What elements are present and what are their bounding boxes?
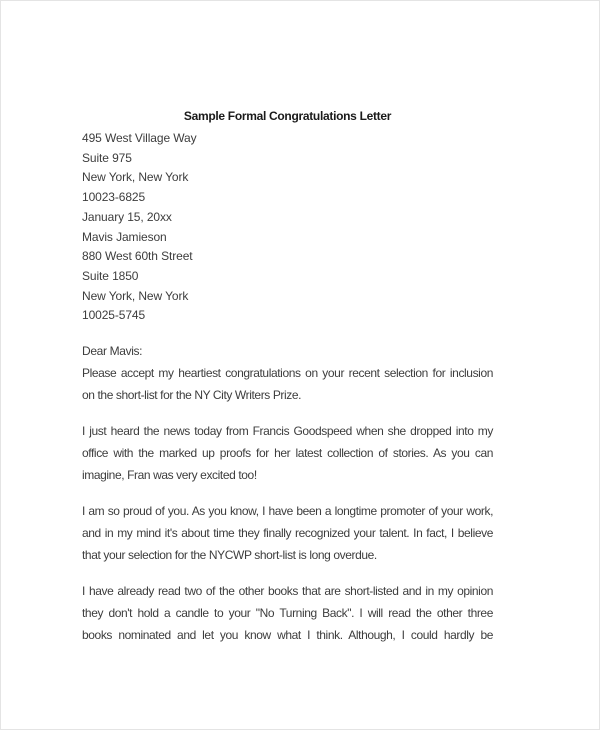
letter-content <box>82 106 493 660</box>
body-line: on the short-list for the NY City Writers Prize. <box>82 388 302 403</box>
letter-title: Sample Formal Congratulations Letter <box>183 109 392 123</box>
body-line: imagine, Fran was very excited too! <box>82 468 257 483</box>
body-line: I have already read two of the other books that are short-listed and in my opinion <box>82 584 493 599</box>
body-line: and in my mind it's about time they finally recognized your talent. In fact, I believe <box>82 526 493 541</box>
letter-date: January 15, 20xx <box>82 209 172 224</box>
address-block <box>82 129 493 326</box>
paragraph-3 <box>82 500 493 566</box>
body-line: they don't hold a candle to your "No Turning Back". I will read the other three <box>82 606 493 621</box>
body-line: Please accept my heartiest congratulations on your recent selection for inclusion <box>82 366 493 381</box>
paragraph-4 <box>82 580 493 646</box>
sender-zip: 10023-6825 <box>82 190 146 205</box>
paragraph-2 <box>82 420 493 486</box>
sender-street: 495 West Village Way <box>82 131 197 145</box>
body-line: that your selection for the NYCWP short-list is long overdue. <box>82 548 377 563</box>
paragraph-1 <box>82 362 493 406</box>
body-line: I just heard the news today from Francis Goodspeed when she dropped into my <box>82 424 493 439</box>
sender-suite: Suite 975 <box>82 150 132 165</box>
body-line: I am so proud of you. As you know, I have been a longtime promoter of your work, <box>82 504 493 519</box>
body-line: books nominated and let you know what I think. Although, I could hardly be <box>82 628 493 643</box>
body-line: office with the marked up proofs for her latest collection of stories. As you can <box>82 446 493 461</box>
recipient-zip: 10025-5745 <box>82 308 146 323</box>
recipient-street: 880 West 60th Street <box>82 249 193 264</box>
recipient-name: Mavis Jamieson <box>82 229 167 244</box>
recipient-suite: Suite 1850 <box>82 268 139 283</box>
sender-city: New York, New York <box>82 170 189 185</box>
salutation: Dear Mavis: <box>82 344 143 359</box>
recipient-city: New York, New York <box>82 288 189 303</box>
